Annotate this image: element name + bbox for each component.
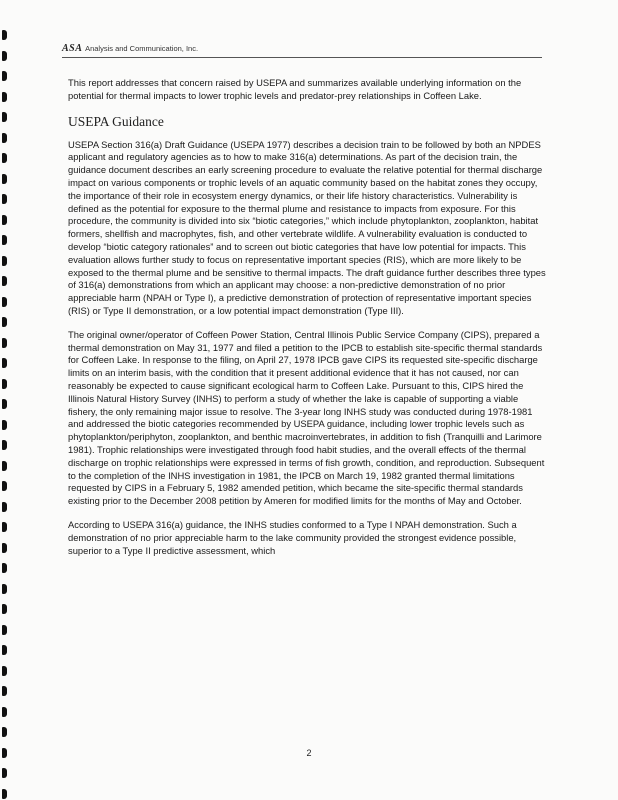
intro-paragraph: This report addresses that concern raised by USEPA and summarizes available underlying information on the potential for thermal impacts to lower trophic levels and predator-prey relationships in Coffeen Lake. (68, 77, 522, 101)
section-heading: USEPA Guidance (68, 113, 164, 129)
history-paragraph: The original owner/operator of Coffeen Power Station, Central Illinois Public Service Company (CIPS), prepared a thermal demonstration on May 31, 1977 and filed a petition to the IPCB to establish site-specific thermal standards for Coffeen Lake. In response to the filing, on April 27, 1978 IPCB gave CIPS its requested site-specific discharge limits on an interim basis, with the condition that it present additional evidence that it has not caused, nor can reasonably be expected to cause significant ecological harm to Coffeen Lake. Pursuant to this, CIPS hired the Illinois Natural History Survey (INHS) to perform a study of whether the lake is capable of supporting a viable fishery, the only remaining major issue to resolve. The 3-year long INHS study was conducted during 1978-1981 and addressed the biotic categories recommended by USEPA guidance, including lower trophic levels such as phytoplankton/periphyton, zooplankton, and benthic macroinvertebrates, in addition to fish (Tranquilli and Larimore 1981). Trophic relationships were investigated through food habit studies, and the overall effects of the thermal discharge on trophic relationships were expressed in terms of fish growth, condition, and reproduction. Subsequent to the completion of the INHS investigation in 1981, the IPCB on March 19, 1982 granted thermal limitations requested by CIPS in a February 5, 1982 amended petition, which became the site-specific thermal standards existing prior to the December 2008 petition by Ameren for modified limits for the months of May and October. (68, 328, 545, 507)
binder-hole (2, 358, 7, 368)
binder-hole (2, 153, 7, 163)
binder-hole (2, 112, 7, 122)
binder-hole (2, 666, 7, 676)
binder-hole (2, 707, 7, 717)
binder-hole (2, 30, 7, 40)
binder-hole (2, 92, 7, 102)
binder-hole (2, 604, 7, 614)
binder-hole (2, 276, 7, 286)
binder-hole (2, 502, 7, 512)
binder-hole (2, 563, 7, 573)
binder-hole (2, 379, 7, 389)
binder-hole (2, 522, 7, 532)
header-rule (62, 57, 542, 58)
conclusion-paragraph: According to USEPA 316(a) guidance, the INHS studies conformed to a Type I NPAH demonstration. Such a demonstration of no prior appreciable harm to the lake community provided the strongest evidence possible, superior to a Type II predictive assessment, which (68, 518, 517, 556)
binder-edge (0, 0, 14, 800)
binder-hole (2, 481, 7, 491)
binder-hole (2, 727, 7, 737)
binder-hole (2, 133, 7, 143)
binder-hole (2, 625, 7, 635)
page-header (62, 42, 542, 58)
binder-hole (2, 297, 7, 307)
binder-hole (2, 317, 7, 327)
document-body (68, 77, 550, 568)
company-name: Analysis and Communication, Inc. (85, 44, 199, 53)
binder-hole (2, 51, 7, 61)
binder-hole (2, 194, 7, 204)
binder-hole (2, 543, 7, 553)
binder-hole (2, 420, 7, 430)
binder-hole (2, 256, 7, 266)
binder-hole (2, 768, 7, 778)
page-number: 2 (306, 748, 312, 758)
binder-hole (2, 584, 7, 594)
binder-hole (2, 174, 7, 184)
company-logo: ASA (62, 43, 83, 54)
binder-hole (2, 645, 7, 655)
binder-hole (2, 235, 7, 245)
binder-hole (2, 440, 7, 450)
guidance-paragraph: USEPA Section 316(a) Draft Guidance (USEPA 1977) describes a decision train to be followed by both an NPDES applicant and regulatory agencies as to how to make 316(a) determinations. As part of the decision train, the guidance document describes an early screening procedure to evaluate the relative potential for thermal discharge impact on various components or trophic levels of an aquatic community based on the habitat zones they occupy, the importance of their role in ecosystem energy dynamics, or their life history characteristics. Vulnerability is defined as the potential for exposure to the thermal plume and resistance to impacts from exposure. For this procedure, the community is divided into six “biotic categories,” which include phytoplankton, zooplankton, habitat formers, shellfish and macrophytes, fish, and other vertebrate wildlife. A vulnerability evaluation is conducted to develop “biotic category rationales” and to screen out biotic categories that have low potential for impacts. This evaluation allows further study to focus on representative important species (RIS), which are more likely to be exposed to the thermal plume and be sensitive to thermal impacts. The draft guidance further describes three types of 316(a) demonstrations from which an applicant may choose: a non-predictive demonstration of no prior appreciable harm (NPAH or Type I), a predictive demonstration of protection of representative important species (RIS) or Type II demonstration, or a low potential impact demonstration (Type III). (68, 138, 546, 316)
binder-hole (2, 399, 7, 409)
binder-hole (2, 686, 7, 696)
binder-hole (2, 461, 7, 471)
binder-hole (2, 338, 7, 348)
binder-hole (2, 215, 7, 225)
binder-hole (2, 71, 7, 81)
binder-hole (2, 789, 7, 799)
